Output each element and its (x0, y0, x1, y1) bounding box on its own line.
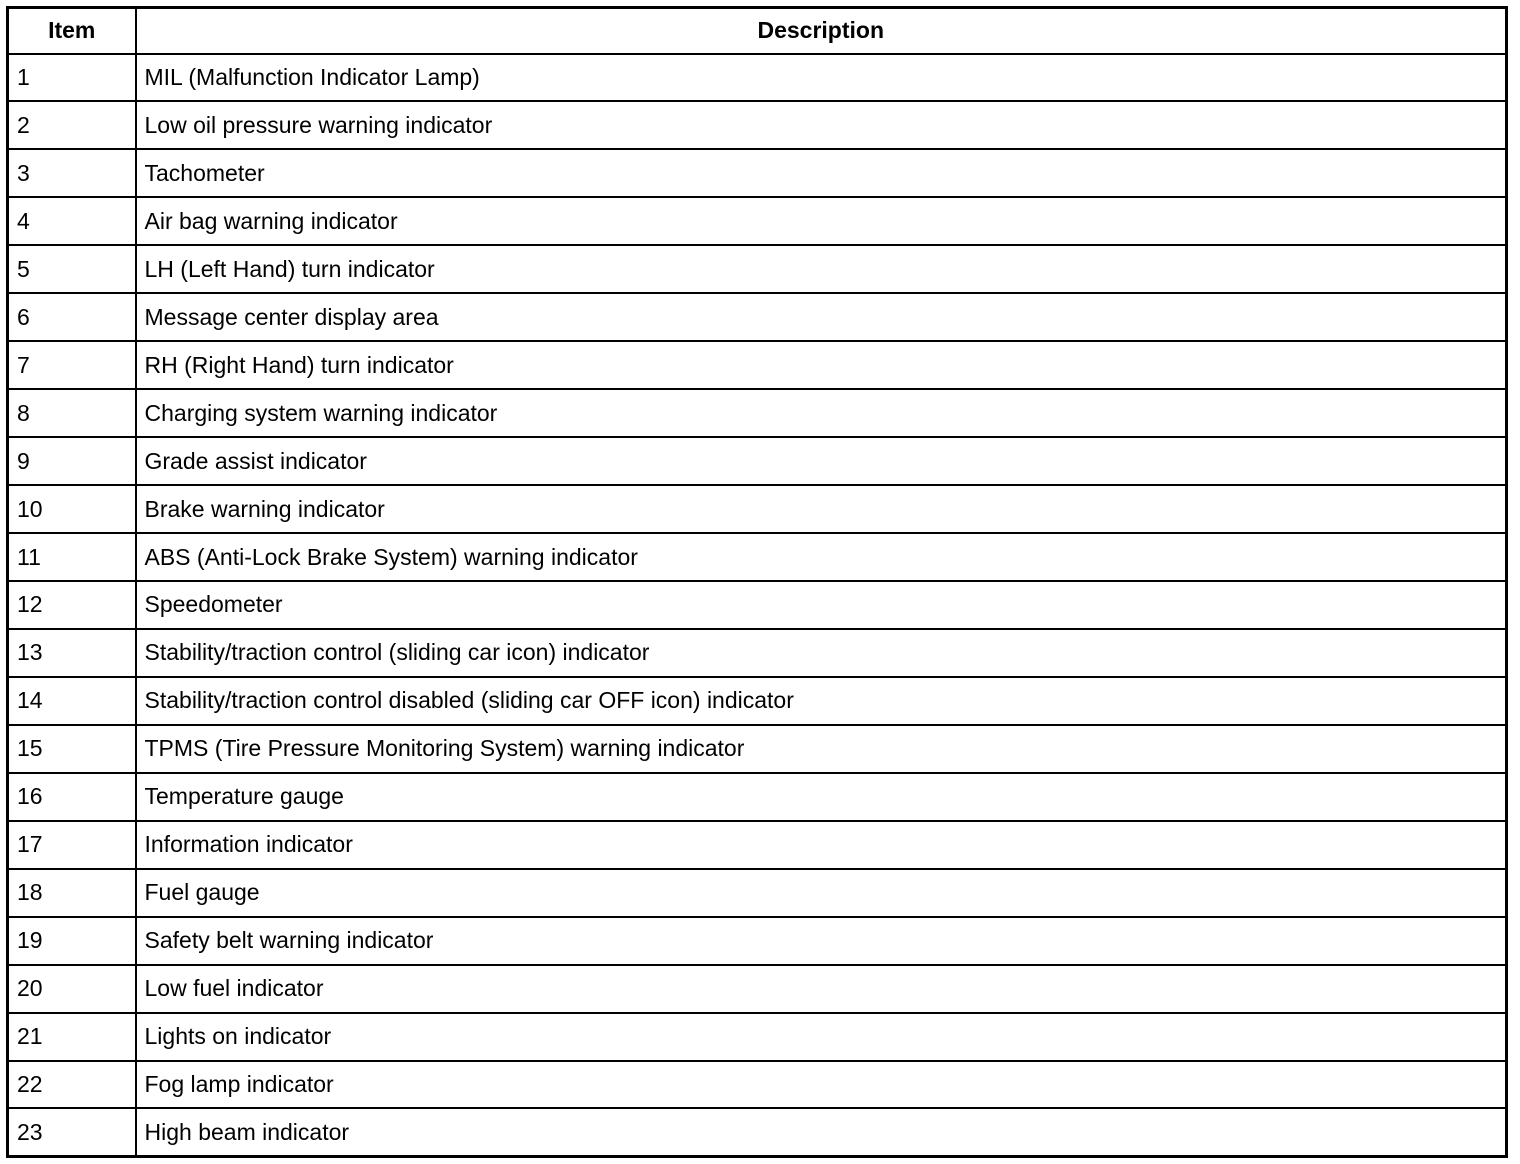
item-number-cell: 6 (8, 293, 136, 341)
description-cell: Speedometer (136, 581, 1507, 629)
description-cell: Temperature gauge (136, 773, 1507, 821)
description-cell: Low oil pressure warning indicator (136, 101, 1507, 149)
table-row (8, 533, 1507, 581)
description-cell: TPMS (Tire Pressure Monitoring System) warning indicator (136, 725, 1507, 773)
description-cell: MIL (Malfunction Indicator Lamp) (136, 54, 1507, 102)
item-number-cell: 11 (8, 533, 136, 581)
description-cell: Safety belt warning indicator (136, 917, 1507, 965)
item-number-cell: 17 (8, 821, 136, 869)
table-row (8, 1013, 1507, 1061)
description-cell: Message center display area (136, 293, 1507, 341)
description-cell: Lights on indicator (136, 1013, 1507, 1061)
item-number-cell: 13 (8, 629, 136, 677)
table-row (8, 1061, 1507, 1109)
table-row (8, 821, 1507, 869)
indicator-table (6, 6, 1508, 1158)
item-number-cell: 15 (8, 725, 136, 773)
description-cell: ABS (Anti-Lock Brake System) warning indicator (136, 533, 1507, 581)
table-row (8, 54, 1507, 102)
table-row (8, 725, 1507, 773)
table-row (8, 245, 1507, 293)
description-cell: Low fuel indicator (136, 965, 1507, 1013)
table-row (8, 581, 1507, 629)
description-cell: Brake warning indicator (136, 485, 1507, 533)
table-row (8, 965, 1507, 1013)
item-number-cell: 9 (8, 437, 136, 485)
column-header-item: Item (8, 8, 136, 54)
description-cell: LH (Left Hand) turn indicator (136, 245, 1507, 293)
description-cell: RH (Right Hand) turn indicator (136, 341, 1507, 389)
indicator-table-container (6, 6, 1508, 1158)
item-number-cell: 5 (8, 245, 136, 293)
table-row (8, 437, 1507, 485)
table-row (8, 629, 1507, 677)
table-row (8, 149, 1507, 197)
item-number-cell: 18 (8, 869, 136, 917)
table-body (8, 54, 1507, 1157)
item-number-cell: 20 (8, 965, 136, 1013)
description-cell: Charging system warning indicator (136, 389, 1507, 437)
item-number-cell: 12 (8, 581, 136, 629)
table-row (8, 389, 1507, 437)
item-number-cell: 23 (8, 1108, 136, 1156)
column-header-description: Description (136, 8, 1507, 54)
item-number-cell: 4 (8, 197, 136, 245)
item-number-cell: 21 (8, 1013, 136, 1061)
description-cell: Air bag warning indicator (136, 197, 1507, 245)
item-number-cell: 7 (8, 341, 136, 389)
description-cell: Tachometer (136, 149, 1507, 197)
item-number-cell: 1 (8, 54, 136, 102)
table-row (8, 485, 1507, 533)
item-number-cell: 2 (8, 101, 136, 149)
description-cell: Stability/traction control disabled (sliding car OFF icon) indicator (136, 677, 1507, 725)
description-cell: Fuel gauge (136, 869, 1507, 917)
table-row (8, 1108, 1507, 1156)
item-number-cell: 3 (8, 149, 136, 197)
item-number-cell: 10 (8, 485, 136, 533)
description-cell: Grade assist indicator (136, 437, 1507, 485)
table-row (8, 869, 1507, 917)
description-cell: Information indicator (136, 821, 1507, 869)
item-number-cell: 8 (8, 389, 136, 437)
table-row (8, 341, 1507, 389)
table-header-row (8, 8, 1507, 54)
table-row (8, 677, 1507, 725)
table-row (8, 773, 1507, 821)
description-cell: High beam indicator (136, 1108, 1507, 1156)
table-row (8, 917, 1507, 965)
description-cell: Stability/traction control (sliding car icon) indicator (136, 629, 1507, 677)
item-number-cell: 22 (8, 1061, 136, 1109)
description-cell: Fog lamp indicator (136, 1061, 1507, 1109)
table-row (8, 293, 1507, 341)
table-row (8, 197, 1507, 245)
item-number-cell: 19 (8, 917, 136, 965)
table-row (8, 101, 1507, 149)
item-number-cell: 16 (8, 773, 136, 821)
item-number-cell: 14 (8, 677, 136, 725)
